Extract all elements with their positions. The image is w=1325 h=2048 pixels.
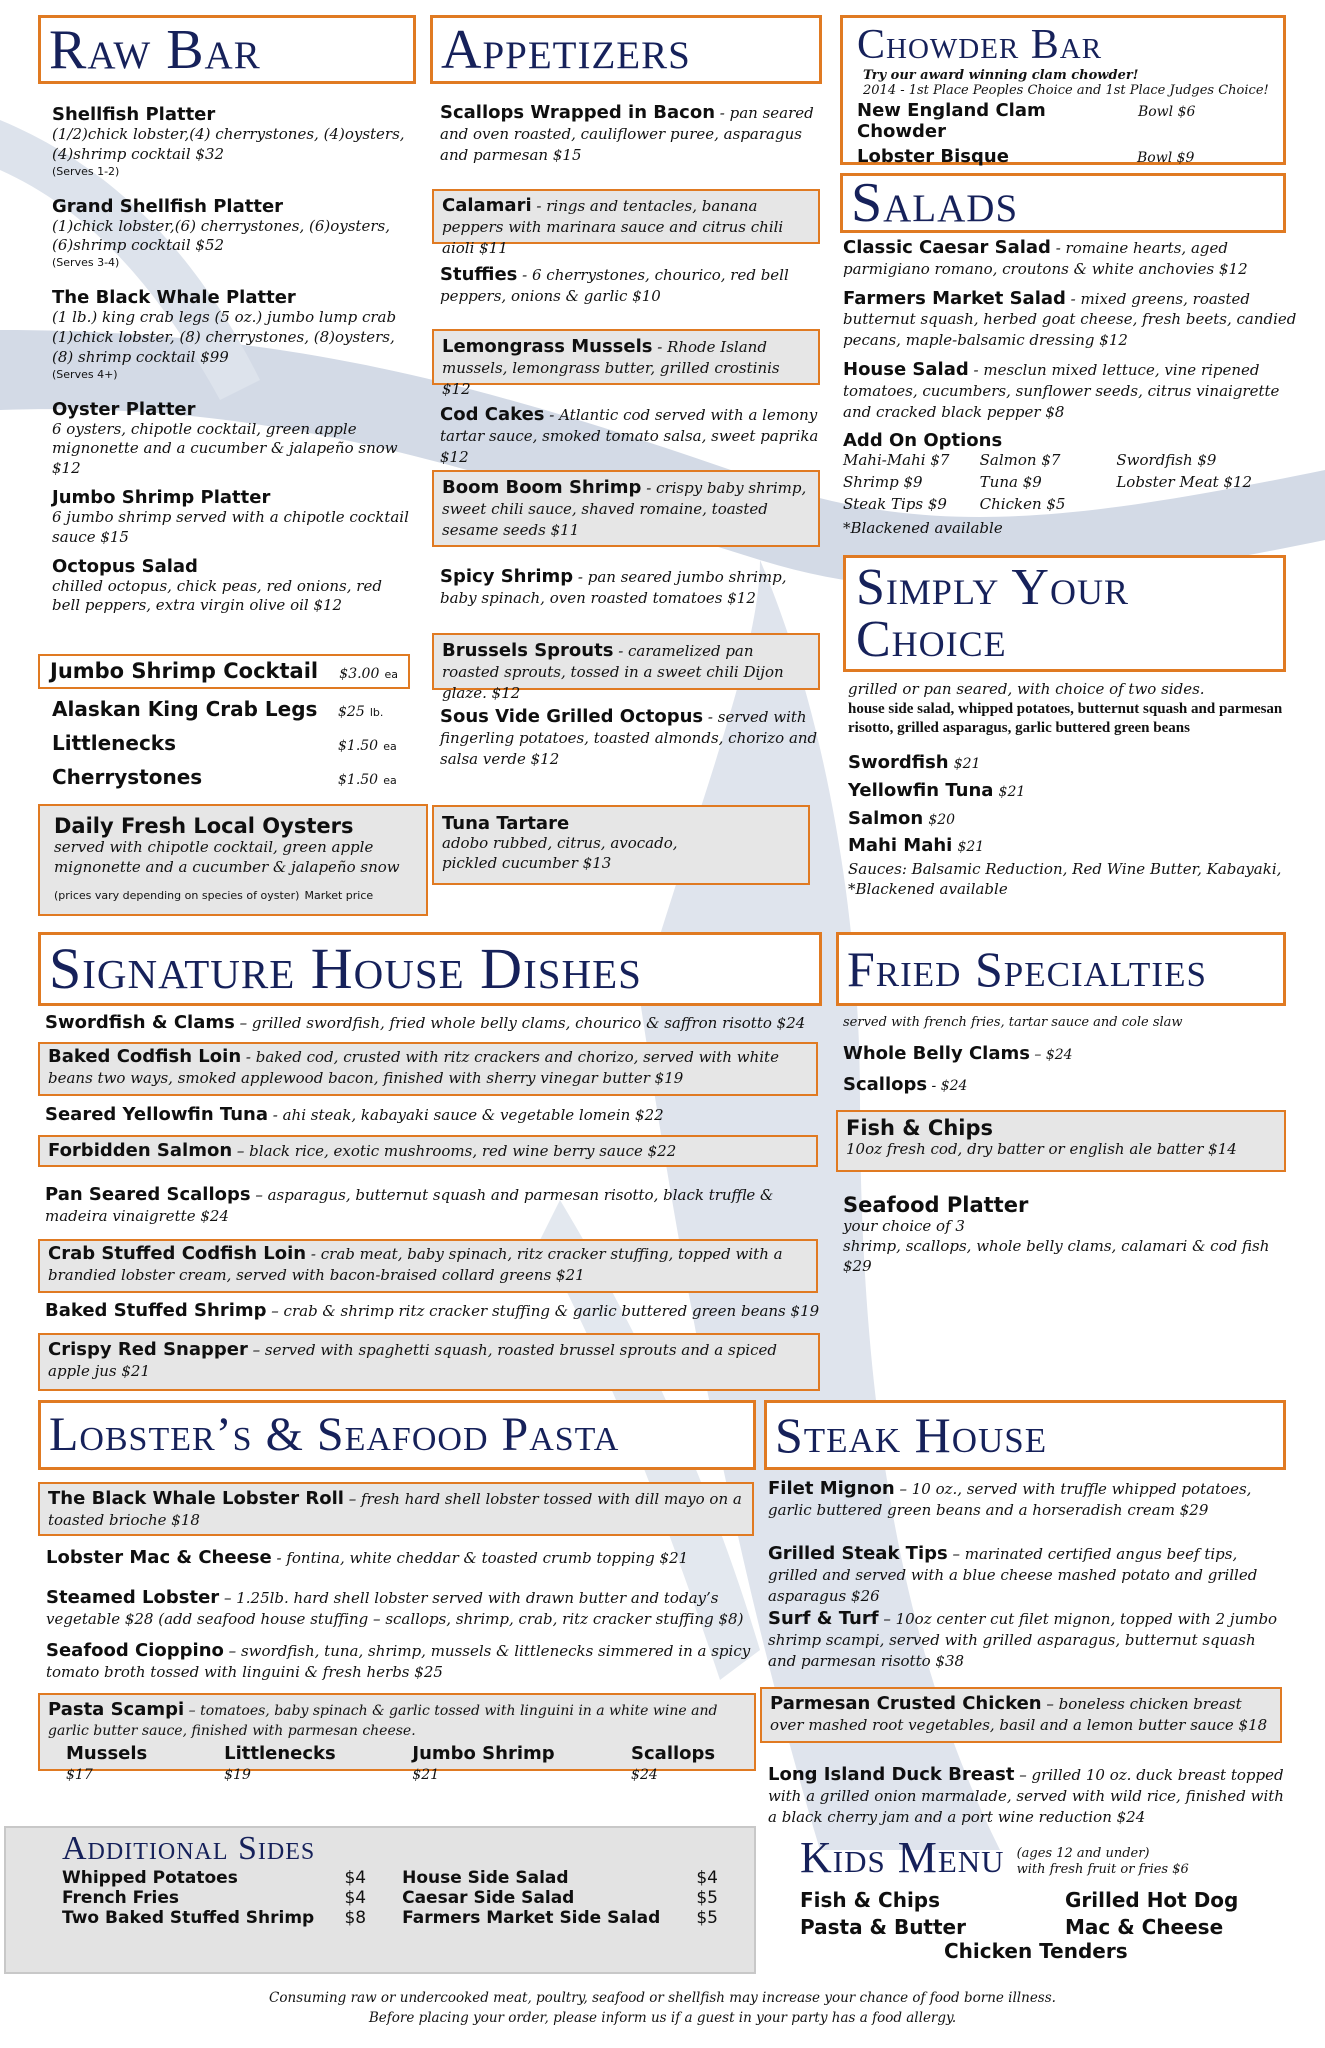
item-serves: (Serves 1-2) — [52, 164, 120, 178]
list-item — [843, 359, 1298, 422]
item-name: Jumbo Shrimp Platter — [52, 486, 271, 508]
item-name: Stuffies — [440, 264, 518, 285]
item-desc: - romaine hearts, aged parmigiano romano, croutons & white anchovies $12 — [843, 239, 1248, 278]
item-name: Brussels Sprouts — [442, 640, 614, 661]
list-item — [52, 104, 412, 178]
list-item — [402, 1888, 718, 1908]
item-name: Spicy Shrimp — [440, 566, 574, 587]
list-item — [52, 556, 412, 617]
item-price: - $24 — [927, 1078, 968, 1095]
item-name: Scallops — [631, 1742, 716, 1764]
steak-title: Steak House — [775, 1407, 1048, 1463]
item-name: Forbidden Salmon — [48, 1140, 233, 1161]
item-name: Pan Seared Scallops — [45, 1184, 251, 1205]
appetizer-item — [432, 470, 820, 547]
item-name: Steamed Lobster — [46, 1587, 220, 1608]
sides-right — [402, 1868, 718, 1928]
kids-sides: with fresh fruit or fries $6 — [1016, 1862, 1189, 1878]
list-item — [402, 1908, 718, 1928]
item-price: $21 — [412, 1766, 440, 1783]
item-name: Surf & Turf — [768, 1608, 879, 1629]
item-name: Filet Mignon — [768, 1478, 895, 1499]
addon-item: Swordfish $9 — [1116, 451, 1217, 470]
item-name: Mahi Mahi — [848, 835, 953, 857]
appetizer-item — [440, 264, 820, 307]
item-name: Swordfish — [848, 751, 949, 773]
list-item — [52, 399, 412, 479]
addon-item: Mahi-Mahi $7 — [843, 451, 950, 470]
list-item — [52, 697, 400, 721]
item-name: Alaskan King Crab Legs — [52, 697, 318, 721]
list-item — [843, 1074, 1283, 1095]
item-desc: - fontina, white cheddar & toasted crumb topping $21 — [271, 1549, 689, 1567]
item-name: Lobster Bisque — [857, 146, 1009, 167]
signature-item — [38, 1042, 818, 1096]
kids-age: (ages 12 and under) — [1016, 1846, 1150, 1861]
list-item — [843, 288, 1298, 351]
raw-bar-header — [38, 15, 416, 84]
choice-title-line1: Simply Your — [856, 559, 1129, 616]
item-price: – $24 — [1029, 1047, 1073, 1064]
signature-item — [45, 1104, 825, 1126]
item-unit: lb. — [369, 706, 384, 719]
list-item — [848, 805, 1298, 833]
item-desc: – black rice, exotic mushrooms, red wine berry sauce $22 — [232, 1142, 677, 1160]
item-name: Littlenecks — [52, 731, 177, 755]
list-item — [402, 1868, 718, 1888]
lobster-title: Lobster’s & Seafood Pasta — [49, 1408, 620, 1461]
list-item: Grilled Hot Dog — [1065, 1888, 1239, 1912]
jumbo-shrimp-cocktail-box — [38, 654, 410, 689]
item-desc: 6 oysters, chipotle cocktail, green apple mignonette and a cucumber & jalapeño snow $12 — [52, 419, 398, 478]
list-item: Mac & Cheese — [1065, 1915, 1224, 1939]
blackened-note: *Blackened available — [843, 518, 1003, 537]
item-name: Littlenecks — [224, 1742, 336, 1764]
item-price: $4 — [696, 1868, 718, 1888]
item-name: Seared Yellowfin Tuna — [45, 1104, 268, 1125]
item-name: Fish & Chips — [846, 1116, 994, 1140]
item-price: $17 — [66, 1766, 93, 1783]
signature-item — [45, 1184, 825, 1227]
list-item — [848, 777, 1298, 805]
signature-item — [38, 1333, 820, 1391]
appetizer-item — [432, 329, 820, 398]
item-name: Oyster Platter — [52, 398, 196, 420]
chowder-award: 2014 - 1st Place Peoples Choice and 1st Place Judges Choice! — [863, 83, 1269, 98]
item-desc: - crispy baby shrimp, sweet chili sauce, shaved romaine, toasted sesame seeds $11 — [442, 479, 807, 539]
item-desc: - served with fingerling potatoes, toasted almonds, chorizo and salsa verde $12 — [440, 708, 818, 768]
item-desc: (1)chick lobster,(6) cherrystones, (6)oysters, (6)shrimp cocktail $52 — [52, 216, 390, 255]
appetizer-item — [440, 404, 820, 467]
list-item — [52, 487, 412, 548]
item-desc: – grilled swordfish, fried whole belly clams, chourico & saffron risotto $24 — [234, 1014, 806, 1032]
steak-item — [768, 1543, 1288, 1606]
item-desc: - baked cod, crusted with ritz crackers and chorizo, served with white beans two ways, smoked applewood bacon, finished with sherry vinegar butter $19 — [48, 1048, 779, 1087]
simply-your-choice-header — [843, 555, 1286, 672]
disclaimer-line-2: Before placing your order, please inform us if a guest in your party has a food allergy. — [368, 2010, 957, 2027]
item-name: Seafood Cioppino — [46, 1640, 224, 1661]
kids-items — [800, 1888, 1300, 1939]
steak-item — [768, 1608, 1288, 1671]
item-price: $5 — [696, 1888, 718, 1908]
item-desc: 10oz fresh cod, dry batter or english ale batter $14 — [846, 1140, 1237, 1158]
item-unit: ea — [383, 740, 397, 753]
item-name: Parmesan Crusted Chicken — [770, 1693, 1042, 1714]
item-price: $24 — [631, 1766, 658, 1783]
item-desc: – 1.25lb. hard shell lobster served with drawn butter and today’s vegetable $28 (add seafood house stuffing – scallops, shrimp, crab, ritz cracker stuffing $8) — [46, 1589, 744, 1628]
list-item — [843, 237, 1298, 280]
item-desc: – marinated certified angus beef tips, grilled and served with a blue cheese mashed potato and grilled asparagus $26 — [768, 1545, 1258, 1605]
item-name: Salmon — [848, 807, 924, 829]
item-desc: - Atlantic cod served with a lemony tartar sauce, smoked tomato salsa, sweet paprika $12 — [440, 406, 819, 466]
list-item — [843, 1043, 1283, 1064]
item-name: Lemongrass Mussels — [442, 336, 653, 357]
choice-sides: house side salad, whipped potatoes, butternut squash and parmesan risotto, grilled asparagus, garlic buttered green beans — [848, 700, 1283, 737]
item-name: Lobster Mac & Cheese — [46, 1547, 272, 1568]
item-name: Pasta Scampi — [48, 1699, 185, 1720]
kids-menu — [800, 1833, 1300, 1963]
item-desc: – 10oz center cut filet mignon, topped with 2 jumbo shrimp scampi, served with grilled asparagus, butternut squash and parmesan risotto $38 — [768, 1610, 1278, 1670]
choice-sauces: Sauces: Balsamic Reduction, Red Wine Butter, Kabayaki, — [848, 860, 1282, 879]
appetizer-item — [440, 566, 820, 609]
kids-title: Kids Menu — [800, 1833, 1005, 1882]
addon-item: Salmon $7 — [979, 451, 1061, 470]
item-desc: your choice of 3 — [843, 1217, 965, 1235]
item-price: $19 — [224, 1766, 251, 1783]
raw-bar-title: Raw Bar — [49, 18, 261, 81]
fried-title: Fried Specialties — [847, 941, 1207, 997]
item-desc: – boneless chicken breast over mashed root vegetables, basil and a lemon butter sauce $18 — [770, 1695, 1268, 1734]
item-price: $21 — [998, 783, 1026, 800]
lobster-item — [46, 1547, 756, 1569]
list-item — [62, 1888, 366, 1908]
salads-list — [843, 237, 1298, 539]
item-name: Baked Codfish Loin — [48, 1046, 242, 1067]
list-item: Fish & Chips — [800, 1888, 941, 1912]
item-name: Whole Belly Clams — [843, 1043, 1030, 1065]
item-desc: - pan seared jumbo shrimp, baby spinach, oven roasted tomatoes $12 — [440, 568, 787, 607]
pasta-scampi-box — [38, 1693, 756, 1783]
item-desc: – fresh hard shell lobster tossed with dill mayo on a toasted brioche $18 — [48, 1490, 742, 1529]
item-price: $4 — [344, 1868, 367, 1888]
item-desc: - rings and tentacles, banana peppers with marinara sauce and citrus chili aioli $11 — [442, 197, 784, 257]
item-desc: - caramelized pan roasted sprouts, tossed in a sweet chili Dijon glaze. $12 — [442, 642, 784, 702]
sides-columns — [62, 1868, 718, 1928]
salads-title: Salads — [851, 172, 1019, 234]
raw-bar-list — [52, 104, 412, 616]
addon-item: Lobster Meat $12 — [1116, 473, 1253, 492]
item-name: Scallops — [843, 1074, 928, 1096]
addon-grid — [843, 451, 1253, 514]
list-item: Chicken Tenders — [944, 1939, 1128, 1963]
oyster-note: (prices vary depending on species of oyster) — [54, 888, 300, 902]
item-serves: (Serves 4+) — [52, 367, 118, 381]
item-desc: (1/2)chick lobster,(4) cherrystones, (4)oysters, (4)shrimp cocktail $32 — [52, 125, 405, 163]
sides-title: Additional Sides — [62, 1830, 316, 1867]
item-name: The Black Whale Platter — [52, 287, 296, 309]
item-price: $21 — [957, 839, 985, 856]
item-name: Two Baked Stuffed Shrimp — [62, 1908, 315, 1928]
item-name: Yellowfin Tuna — [848, 779, 994, 801]
appetizer-item — [432, 189, 820, 257]
appetizer-item — [432, 633, 820, 702]
item-name: Mussels — [66, 1742, 148, 1764]
item-name: Cod Cakes — [440, 404, 545, 425]
item-price: $1.50 — [338, 772, 379, 788]
item-price: $3.00 — [339, 666, 380, 682]
item-desc: chilled octopus, chick peas, red onions, red bell peppers, extra virgin olive oil $12 — [52, 576, 382, 615]
signature-item — [45, 1300, 825, 1322]
item-desc: – asparagus, butternut squash and parmesan risotto, black truffle & madeira vinaigrette $24 — [45, 1186, 774, 1225]
list-item — [848, 832, 1298, 860]
item-name: Caesar Side Salad — [402, 1888, 575, 1908]
lobster-header — [38, 1400, 756, 1470]
item-price: Bowl $6 — [1137, 104, 1196, 120]
item-desc: - crab meat, baby spinach, ritz cracker stuffing, topped with a brandied lobster cream, served with bacon-braised collard greens $21 — [48, 1245, 783, 1284]
item-name: Jumbo Shrimp Cocktail — [50, 659, 319, 683]
item-name: Seafood Platter — [843, 1193, 1029, 1217]
choice-list — [848, 680, 1298, 900]
item-name: Long Island Duck Breast — [768, 1764, 1015, 1785]
list-item — [224, 1743, 366, 1783]
appetizer-item — [440, 102, 820, 165]
item-desc: - Rhode Island mussels, lemongrass butter, grilled crostinis $12 — [442, 338, 780, 398]
fried-intro: served with french fries, tartar sauce and cole slaw — [843, 1015, 1183, 1030]
item-name: House Salad — [843, 358, 969, 380]
item-name: Farmers Market Side Salad — [402, 1908, 661, 1928]
signature-item — [38, 1239, 818, 1293]
item-name: Shellfish Platter — [52, 104, 216, 125]
item-price: $25 — [338, 704, 365, 720]
item-name: The Black Whale Lobster Roll — [48, 1488, 344, 1509]
chowder-tagline: Try our award winning clam chowder! — [863, 68, 1139, 83]
list-item — [52, 765, 400, 789]
item-desc: (1 lb.) king crab legs (5 oz.) jumbo lump crab (1)chick lobster, (8) cherrystones, (8)oysters, (8) shrimp cocktail $99 — [52, 308, 397, 366]
signature-item — [38, 1135, 818, 1167]
additional-sides-box — [4, 1826, 756, 1974]
item-name: Classic Caesar Salad — [843, 237, 1051, 258]
list-item — [62, 1868, 366, 1888]
item-name: Cherrystones — [52, 765, 203, 789]
addon-title: Add On Options — [843, 430, 1003, 452]
item-desc: - mixed greens, roasted butternut squash, herbed goat cheese, fresh beets, candied pecans, maple-balsamic dressing $12 — [843, 289, 1297, 350]
steak-header — [764, 1400, 1286, 1470]
item-name: French Fries — [62, 1888, 180, 1908]
fish-chips-box — [836, 1110, 1286, 1172]
item-name: Baked Stuffed Shrimp — [45, 1300, 267, 1321]
list-item — [857, 146, 1227, 167]
item-price: $20 — [928, 811, 956, 828]
choice-items — [848, 749, 1298, 861]
item-name: House Side Salad — [402, 1868, 569, 1888]
appetizer-item — [432, 805, 810, 885]
item-desc: – 10 oz., served with truffle whipped potatoes, garlic buttered green beans and a horseradish cream $29 — [768, 1480, 1252, 1519]
list-item — [857, 100, 1227, 142]
item-name: Calamari — [442, 195, 532, 216]
kids-header — [800, 1833, 1300, 1882]
item-price: $5 — [696, 1908, 718, 1928]
item-desc: - mesclun mixed lettuce, vine ripened tomatoes, cucumbers, sunflower seeds, citrus vinaigrette and cracked black pepper $8 — [843, 360, 1280, 421]
item-name: Daily Fresh Local Oysters — [54, 814, 354, 838]
signature-header — [38, 932, 822, 1006]
list-item: Pasta & Butter — [800, 1915, 966, 1939]
item-desc: – swordfish, tuna, shrimp, mussels & littlenecks simmered in a spicy tomato broth tossed with linguini & fresh herbs $25 — [46, 1642, 751, 1681]
signature-item — [45, 1012, 825, 1034]
item-price: $4 — [344, 1888, 367, 1908]
choice-intro: grilled or pan seared, with choice of two sides. — [848, 680, 1205, 698]
addon-item: Steak Tips $9 — [843, 494, 947, 513]
item-name: Crab Stuffed Codfish Loin — [48, 1243, 307, 1264]
appetizers-header — [430, 15, 822, 84]
appetizers-title: Appetizers — [441, 18, 691, 81]
item-price: $21 — [953, 755, 981, 772]
list-item — [631, 1743, 746, 1783]
item-desc: adobo rubbed, citrus, avocado, pickled cucumber $13 — [442, 834, 678, 872]
list-item — [52, 196, 412, 270]
item-name: Scallops Wrapped in Bacon — [440, 102, 716, 123]
item-name: New England Clam Chowder — [857, 100, 1046, 142]
item-price: $8 — [344, 1908, 367, 1928]
item-desc: - 6 cherrystones, chourico, red bell peppers, onions & garlic $10 — [440, 266, 789, 305]
item-desc: – tomatoes, baby spinach & garlic tossed with linguini in a white wine and garlic butter sauce, finished with parmesan cheese. — [48, 1703, 718, 1740]
list-item — [66, 1743, 178, 1783]
fried-header — [836, 932, 1286, 1006]
steak-item — [760, 1687, 1282, 1743]
chowder-bar-box — [840, 15, 1286, 165]
item-name: Crispy Red Snapper — [48, 1339, 248, 1360]
lobster-item — [46, 1640, 756, 1683]
item-unit: ea — [384, 668, 398, 681]
choice-title-line2: Choice — [856, 611, 1007, 668]
item-name: Octopus Salad — [52, 555, 198, 577]
fried-list — [843, 1014, 1283, 1095]
item-name: Farmers Market Salad — [843, 287, 1066, 309]
list-item — [52, 287, 412, 380]
kids-note — [1017, 1846, 1189, 1879]
list-item — [62, 1908, 366, 1928]
item-desc: shrimp, scallops, whole belly clams, calamari & cod fish $29 — [843, 1236, 1270, 1275]
appetizer-item — [440, 706, 820, 769]
item-name: Grand Shellfish Platter — [52, 195, 284, 217]
scampi-options — [66, 1743, 746, 1783]
seafood-platter — [843, 1193, 1293, 1276]
item-name: Boom Boom Shrimp — [442, 477, 642, 498]
list-item — [52, 731, 400, 755]
steak-item — [768, 1478, 1288, 1521]
raw-bar-by-piece — [52, 697, 400, 789]
addon-item: Shrimp $9 — [843, 473, 923, 492]
addon-item: Tuna $9 — [979, 473, 1042, 492]
signature-title: Signature House Dishes — [49, 936, 642, 1001]
list-item — [848, 749, 1298, 777]
steak-item — [768, 1764, 1288, 1827]
item-name: Grilled Steak Tips — [768, 1543, 948, 1564]
item-desc: – grilled 10 oz. duck breast topped with a grilled onion marmalade, served with wild rice, finished with a black cherry jam and a port wine reduction $24 — [768, 1766, 1284, 1826]
blackened-note: *Blackened available — [848, 880, 1008, 899]
item-desc: 6 jumbo shrimp served with a chipotle cocktail sauce $15 — [52, 507, 409, 546]
item-price: $1.50 — [338, 738, 379, 754]
salads-header — [840, 173, 1286, 233]
item-price: Market price — [304, 888, 374, 902]
item-name: Swordfish & Clams — [45, 1012, 235, 1033]
item-name: Jumbo Shrimp — [412, 1742, 555, 1764]
lobster-item — [38, 1482, 754, 1536]
item-name: Tuna Tartare — [442, 813, 570, 834]
item-name: Sous Vide Grilled Octopus — [440, 706, 704, 727]
item-desc: served with chipotle cocktail, green apple mignonette and a cucumber & jalapeño snow — [54, 838, 400, 876]
chowder-bar-title: Chowder Bar — [857, 22, 1103, 68]
addon-item: Chicken $5 — [979, 494, 1066, 513]
daily-oysters-box — [38, 804, 428, 916]
item-desc: – served with spaghetti squash, roasted brussel sprouts and a spiced apple jus $21 — [48, 1341, 777, 1380]
item-desc: - pan seared and oven roasted, cauliflower puree, asparagus and parmesan $15 — [440, 104, 814, 164]
list-item — [412, 1743, 585, 1783]
sides-left — [62, 1868, 366, 1928]
item-unit: ea — [383, 774, 397, 787]
item-desc: – crab & shrimp ritz cracker stuffing & garlic buttered green beans $19 — [266, 1302, 820, 1320]
item-price: Bowl $9 — [1137, 150, 1195, 166]
lobster-item — [46, 1587, 756, 1630]
item-serves: (Serves 3-4) — [52, 256, 120, 270]
item-desc: - ahi steak, kabayaki sauce & vegetable lomein $22 — [267, 1106, 664, 1124]
item-name: Whipped Potatoes — [62, 1868, 238, 1888]
disclaimer-line-1: Consuming raw or undercooked meat, poultry, seafood or shellfish may increase your chance of food borne illness. — [269, 1990, 1056, 2006]
allergy-disclaimer — [0, 1988, 1325, 2029]
